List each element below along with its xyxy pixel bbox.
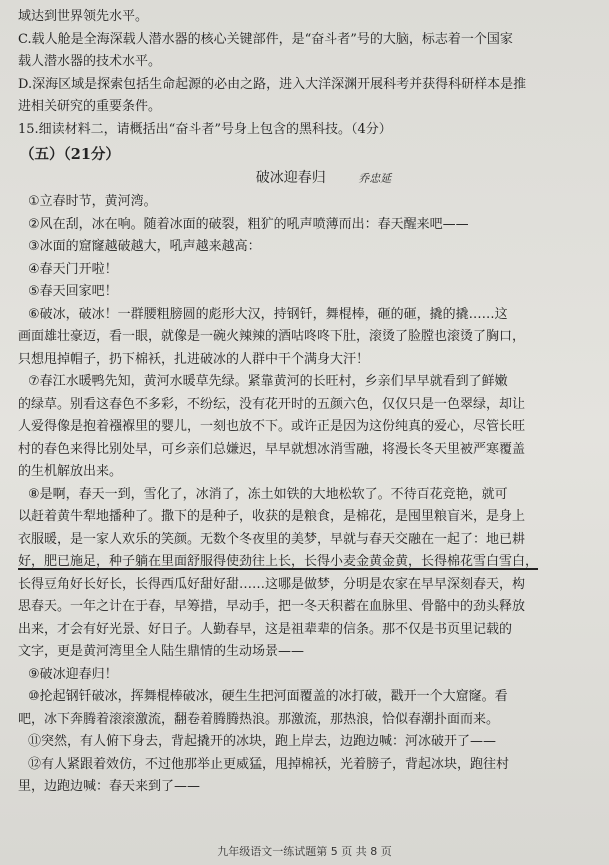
paragraph-line: 思春天。一年之计在于春，早筹措，早动手，把一冬天积蓄在血脉里、骨骼中的劲头释放 xyxy=(18,599,526,614)
paragraph-line: ③冰面的窟窿越破越大，吼声越来越高： xyxy=(28,239,261,254)
paragraph-line: 人爱得像是抱着襁褓里的婴儿，一刻也放不下。或许正是因为这份纯真的爱心，尽管长旺 xyxy=(18,419,526,434)
question-14-options xyxy=(18,6,589,141)
option-d-line: D.深海区域是探索包括生命起源的必由之路，进入大洋深渊开展科考并获得科研样本是推 xyxy=(18,76,527,92)
paragraph-line: ⑫有人紧跟着效仿，不过他那举止更威猛，甩掉棉袄，光着膀子，背起冰块，跑往村 xyxy=(28,756,510,772)
article-author: 乔忠延 xyxy=(358,172,392,185)
paragraph-line: 以赶着黄牛犁地播种了。撒下的是种子，收获的是粮食，是棉花，是囤里粮盲米，是身上 xyxy=(18,509,526,524)
paragraph-line: ①立春时节，黄河湾。 xyxy=(28,194,157,209)
paragraph-line: 里，边跑边喊：春天来到了—— xyxy=(18,779,201,794)
question-15: 15.细读材料二，请概括出“奋斗者”号身上包含的黑科技。（4分） xyxy=(18,121,392,137)
paragraph-line: ⑪突然，有人俯下身去，背起撬开的冰块，跑上岸去，边跑边喊：河冰破开了—— xyxy=(28,734,497,749)
paragraph-line: ②风在刮，冰在响。随着冰面的破裂，粗犷的吼声喷薄而出：春天醒来吧—— xyxy=(28,216,469,232)
paragraph-line: 的生机解放出来。 xyxy=(18,464,123,479)
paragraph-line-underlined: 好，肥已施足，种子躺在里面舒服得使劲往上长，长得小麦金黄金黄，长得棉花雪白雪白， xyxy=(18,554,539,569)
option-line: 域达到世界领先水平。 xyxy=(18,9,149,24)
paragraph-line: ⑦春江水暖鸭先知，黄河水暖草先绿。紧靠黄河的长旺村，乡亲们早早就看到了鲜嫩 xyxy=(28,374,508,389)
article-title-row xyxy=(18,166,589,191)
paragraph-line: 长得豆角好长好长，长得西瓜好甜好甜……这哪是做梦，分明是农家在早早深刻春天，构 xyxy=(18,576,526,592)
paragraph-line: ⑥破冰，破冰！一群腰粗膀圆的彪形大汉，持钢钎，舞棍棒，砸的砸，撬的撬……这 xyxy=(28,306,508,322)
option-line: 进相关研究的重要条件。 xyxy=(18,99,162,114)
paragraph-line: 村的春色来得比别处早，可乡亲们总嫌迟，早早就想冰消雪融，将漫长冬天里被严寒覆盖 xyxy=(18,441,526,457)
paragraph-line: ④春天门开啦！ xyxy=(28,261,118,277)
paragraph-line: 画面雄壮豪迈，看一眼，就像是一碗火辣辣的酒咕咚咚下肚，滚烫了脸膛也滚烫了胸口， xyxy=(18,329,526,344)
paragraph-line: ⑨破冰迎春归！ xyxy=(28,666,118,682)
paragraph-line: 只想甩掉帽子，扔下棉袄，扎进破冰的人群中干个满身大汗！ xyxy=(18,351,370,367)
paragraph-line: 文字，更是黄河湾里全人陆生鼎情的生动场景—— xyxy=(18,644,305,659)
option-line: 载人潜水器的技术水平。 xyxy=(18,54,162,69)
article-body xyxy=(18,191,589,799)
option-c-line: C.载人舱是全海深载人潜水器的核心关键部件，是“奋斗者”号的大脑，标志着一个国家 xyxy=(18,31,513,47)
paragraph-line: 吧，冰下奔腾着滚滚激流，翻卷着腾腾热浪。那激流，那热浪，恰似春潮扑面而来。 xyxy=(18,711,500,727)
page-footer: 九年级语文一练试题第 5 页 共 8 页 xyxy=(217,845,392,858)
paragraph-line: ⑤春天回家吧！ xyxy=(28,284,118,299)
section-heading: （五）（21分） xyxy=(20,146,120,163)
article-title: 破冰迎春归 xyxy=(255,170,326,186)
paragraph-line: 的绿草。别看这春色不多彩，不纷纭，没有花开时的五颜六色，仅仅只是一色翠绿，却让 xyxy=(18,396,526,412)
paragraph-line: 衣服暖，是一家人欢乐的笑颜。无数个冬夜里的美梦，早就与春天交融在一起了：地已耕 xyxy=(18,531,526,547)
paragraph-line: 出来，才会有好光景、好日子。人勤春早，这是祖辈辈的信条。那不仅是书页里记载的 xyxy=(18,621,513,637)
paragraph-line: ⑩抡起钢钎破冰，挥舞棍棒破冰，硬生生把河面覆盖的冰打破，戳开一个大窟窿。看 xyxy=(28,689,508,704)
paragraph-line: ⑧是啊，春天一到，雪化了，冰消了，冻土如铁的大地松软了。不待百花竞艳，就可 xyxy=(28,486,508,502)
